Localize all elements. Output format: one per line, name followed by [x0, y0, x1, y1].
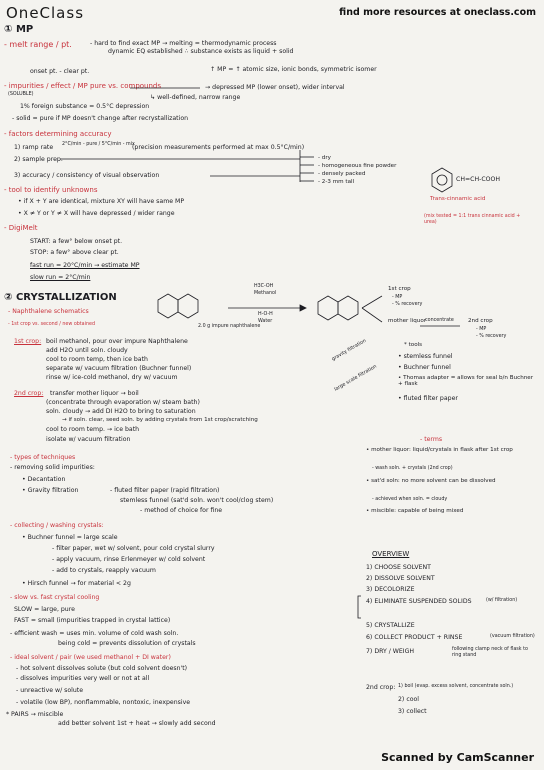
tool-thomas-adapter: • Thomas adapter = allows for seal b/n Buchner + flask: [398, 375, 534, 388]
trans-cinnamic-acid: Trans-cinnamic acid: [430, 196, 486, 202]
ramp-note: 2°C/min - pure / 5°C/min - mix: [62, 142, 135, 147]
ov-second-crop-step-1: 1) boil (evap. excess solvent, concentrate soln.): [398, 684, 514, 689]
factors-heading: - factors determining accuracy: [4, 130, 112, 138]
slow-run: slow run = 2°C/min: [30, 274, 91, 281]
term-wash-soln: - wash soln. + crystals (2nd crop): [372, 466, 453, 471]
ideal-step-4: - volatile (low BP), nonflammable, nontoxic, inexpensive: [16, 699, 191, 706]
second-crop-step-4: → if soln. clear, seed soln. by adding crystals from 1st crop/scratching: [62, 417, 258, 423]
term-mother-liquor: • mother liquor: liquid/crystals in flask after 1st crop: [366, 447, 513, 453]
gf-step-1: - fluted filter paper (rapid filtration): [110, 487, 220, 494]
overview-heading: OVERVIEW: [372, 550, 410, 558]
soluble-note: (SOLUBLE): [8, 92, 34, 97]
solid-pure: - solid = pure if MP doesn't change after recrystallization: [12, 115, 189, 122]
overview-step-3: 3) DECOLORIZE: [366, 586, 415, 593]
overview-step-1: 1) CHOOSE SOLVENT: [366, 564, 431, 571]
overview-vacuum-note: (vacuum filtration): [490, 634, 535, 639]
fast-run: fast run = 20°C/min → estimate MP: [30, 262, 140, 269]
overview-step-5: 5) CRYSTALLIZE: [366, 622, 415, 629]
reagent-h3c-oh: H3C-OH: [254, 284, 274, 289]
overview-step-6: 6) COLLECT PRODUCT + RINSE: [366, 634, 463, 641]
first-crop-heading: 1st crop:: [14, 338, 42, 345]
ov-second-crop-step-3: 3) collect: [398, 708, 427, 715]
first-crop-step-4: separate w/ vacuum filtration (Buchner funnel): [46, 365, 192, 372]
clamp-note: following clamp neck of flask to ring stand: [452, 647, 528, 658]
tool-line-2: • X ≠ Y or Y ≠ X will have depressed / wider range: [18, 210, 175, 217]
tool-stemless-funnel: • stemless funnel: [398, 353, 453, 360]
ideal-step-1: - hot solvent dissolves solute (but cold solvent doesn't): [16, 665, 188, 672]
naphthalene-heading: - Naphthalene schematics: [8, 308, 89, 315]
term-satd-soln: • sat'd soln: no more solvent can be dissolved: [366, 478, 496, 484]
slow-fast-heading: - slow vs. fast crystal cooling: [10, 594, 100, 601]
tool-buchner-funnel: • Buchner funnel: [398, 364, 451, 371]
slow-cooling: SLOW = large, pure: [14, 606, 75, 613]
impurities-effect: → depressed MP (lower onset), wider interval: [205, 84, 345, 91]
first-crop-step-3: cool to room temp, then ice bath: [46, 356, 148, 363]
ideal-solvent-heading: - ideal solvent / pair (we used methanol + DI water): [10, 654, 171, 661]
tools-heading: * tools: [404, 342, 423, 348]
mix-tested: (mix tested = 1:1 trans cinnamic acid + urea): [424, 214, 521, 225]
efficient-wash-2: being cold = prevents dissolution of crystals: [58, 640, 196, 647]
second-crop-step-1: transfer mother liquor → boil: [50, 390, 139, 397]
digimelt-heading: - DigiMelt: [4, 224, 38, 232]
pairs-note: add better solvent 1st + heat → slowly add second: [58, 720, 216, 727]
camscanner-stamp: Scanned by CamScanner: [381, 751, 534, 764]
large-scale-label: large scale filtration: [333, 364, 378, 393]
ramp-rate: 1) ramp rate: [14, 144, 54, 151]
sample-prep: 2) sample prep.: [14, 156, 63, 163]
reagent-methanol: Methanol: [254, 291, 277, 296]
term-miscible: • miscible: capable of being mixed: [366, 508, 464, 514]
section-crystallization-title: ② CRYSTALLIZATION: [4, 292, 117, 303]
concentrate-label: concentrate: [425, 318, 454, 323]
second-crop-mp: - MP: [476, 327, 487, 332]
term-cloudy: - achieved when soln. = cloudy: [372, 497, 448, 502]
buchner-step-3: - add to crystals, reapply vacuum: [52, 567, 156, 574]
second-crop-step-3: soln. cloudy → add DI H2O to bring to saturation: [46, 408, 196, 415]
second-crop-heading: 2nd crop:: [14, 390, 44, 397]
techniques-heading: - types of techniques: [10, 454, 76, 461]
overview-filtration-note: (w/ filtration): [486, 598, 518, 603]
overview-step-2: 2) DISSOLVE SOLVENT: [366, 575, 435, 582]
ideal-step-2: - dissolves impurities very well or not at all: [16, 675, 150, 682]
overview-step-7: 7) DRY / WEIGH: [366, 648, 415, 655]
onset-clear: onset pt. - clear pt.: [30, 68, 90, 75]
gravity-filtration-label: gravity filtration: [331, 338, 368, 363]
hirsch-funnel: • Hirsch funnel → for material < 2g: [22, 580, 131, 587]
ov-second-crop-step-2: 2) cool: [398, 696, 420, 703]
accuracy-note: 3) accuracy / consistency of visual observation: [14, 172, 160, 179]
foreign-substance: 1% foreign substance = 0.5°C depression: [20, 103, 150, 110]
terms-heading: - terms: [420, 436, 443, 443]
second-crop-step-2: (concentrate through evaporation w/ steam bath): [46, 399, 200, 406]
ramp-desc: (precision measurements performed at max 0.5°C/min): [132, 144, 305, 151]
first-crop-step-5: rinse w/ ice-cold methanol, dry w/ vacuum: [46, 374, 178, 381]
second-crop-step-5: cool to room temp. → ice bath: [46, 426, 140, 433]
cinnamic-acid-chain: CH=CH-COOH: [456, 176, 501, 183]
tool-heading: - tool to identify unknowns: [4, 186, 98, 194]
crop-types: - 1st crop vs. second / new obtained: [8, 322, 95, 327]
oneclass-logo[interactable]: OneClass: [6, 4, 85, 22]
prep-powder: - homogeneous fine powder: [318, 163, 397, 169]
pairs-heading: * PAIRS → miscible: [6, 711, 64, 718]
removing-impurities: - removing solid impurities:: [10, 464, 95, 471]
fast-cooling: FAST = small (impurities trapped in crystal lattice): [14, 617, 171, 624]
tool-line-1: • if X + Y are identical, mixture XY will have same MP: [18, 198, 185, 205]
first-crop-step-2: add H2O until soln. cloudy: [46, 347, 128, 354]
buchner-step-2: - apply vacuum, rinse Erlenmeyer w/ cold solvent: [52, 556, 206, 563]
well-defined: ↳ well-defined, narrow range: [150, 94, 241, 101]
gf-step-3: - method of choice for fine: [140, 507, 223, 514]
mother-liquor-label: mother liquor: [388, 318, 427, 324]
tool-fluted-paper: • fluted filter paper: [398, 395, 458, 402]
ideal-step-3: - unreactive w/ solute: [16, 687, 84, 694]
impure-sample: 2.0 g impure naphthalene: [198, 324, 261, 329]
first-crop-recovery: - % recovery: [392, 302, 423, 307]
overview-second-crop: 2nd crop:: [366, 684, 396, 691]
prep-packed: - densely packed: [318, 171, 366, 177]
reagent-water: Water: [258, 319, 273, 324]
reagent-h-o-h: H-O-H: [258, 312, 273, 317]
overview-step-4: 4) ELIMINATE SUSPENDED SOLIDS: [366, 598, 472, 605]
digimelt-start: START: a few° below onset pt.: [30, 238, 123, 245]
promo-link[interactable]: find more resources at oneclass.com: [339, 7, 536, 18]
melt-line-1: - hard to find exact MP → melting = thermodynamic process: [90, 40, 277, 47]
gravity-filtration: • Gravity filtration: [22, 487, 79, 494]
impurities-heading: - impurities / effect / MP pure vs. compounds: [4, 82, 162, 90]
buchner-step-1: - filter paper, wet w/ solvent, pour cold crystal slurry: [52, 545, 215, 552]
efficient-wash: - efficient wash = uses min. volume of cold wash soln.: [10, 630, 179, 637]
section-mp-title: ① MP: [4, 24, 34, 35]
second-crop-recovery: - % recovery: [476, 334, 507, 339]
buchner-funnel: • Buchner funnel = large scale: [22, 534, 118, 541]
digimelt-stop: STOP: a few° above clear pt.: [30, 249, 119, 256]
second-crop-label: 2nd crop: [468, 318, 493, 324]
gf-step-2: stemless funnel (sat'd soln. won't cool/clog stem): [120, 497, 274, 504]
second-crop-step-6: isolate w/ vacuum filtration: [46, 436, 131, 443]
decantation: • Decantation: [22, 476, 66, 483]
first-crop-label: 1st crop: [388, 286, 411, 292]
melt-range-heading: - melt range / pt.: [4, 40, 72, 49]
prep-dry: - dry: [318, 155, 331, 161]
mp-factors: ↑ MP = ↑ atomic size, ionic bonds, symmetric isomer: [210, 66, 377, 73]
first-crop-mp: - MP: [392, 295, 403, 300]
melt-line-2: dynamic EQ established ∴ substance exists as liquid + solid: [108, 48, 294, 55]
collecting-heading: - collecting / washing crystals:: [10, 522, 104, 529]
prep-height: - 2-3 mm tall: [318, 179, 355, 185]
first-crop-step-1: boil methanol, pour over impure Naphthalene: [46, 338, 188, 345]
